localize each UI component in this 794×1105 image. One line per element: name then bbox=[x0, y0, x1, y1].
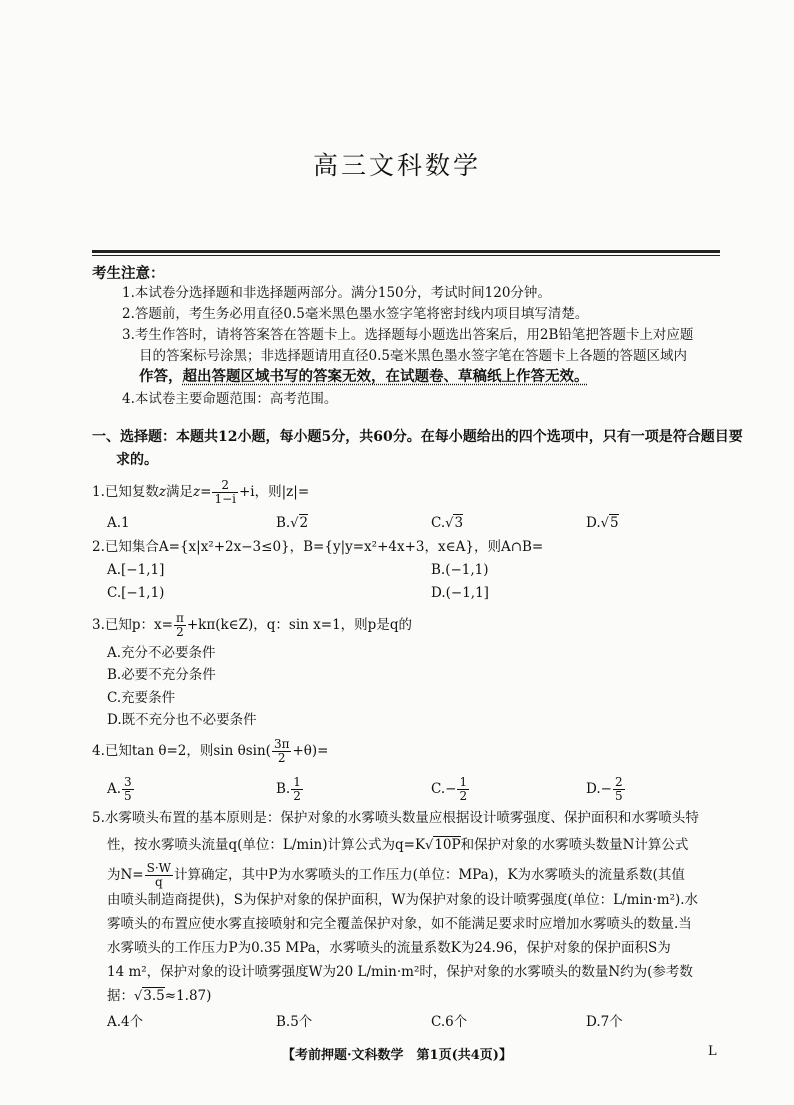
notice-heading: 考生注意： bbox=[92, 265, 165, 282]
q5-frac-num: S·W bbox=[146, 861, 171, 875]
q4-option-c-frac bbox=[457, 776, 469, 803]
q5-l8-a: 据： bbox=[107, 988, 134, 1004]
q4-option-b-den: 2 bbox=[293, 789, 301, 803]
q5-l2-radicand: 10P bbox=[434, 837, 461, 853]
q5-option-c: C.6个 bbox=[431, 1014, 468, 1030]
q3-option-d: D.既不充分也不必要条件 bbox=[107, 712, 257, 728]
section-heading: 一、选择题：本题共12小题，每小题5分，共60分。在每小题给出的四个选项中，只有一项是符合题目要 bbox=[92, 429, 743, 445]
q1-frac-den: 1−i bbox=[214, 492, 236, 506]
q5-l8-b: ≈1.87) bbox=[164, 988, 212, 1004]
q1-option-d: D.√5 bbox=[586, 515, 619, 531]
q5-frac-den: q bbox=[154, 875, 163, 889]
q1-prefix: 1.已知复数 bbox=[92, 484, 159, 500]
q5-l3-b: 计算确定，其中P为水雾喷头的工作压力(单位：MPa)，K为水雾喷头的流量系数(其值 bbox=[174, 867, 685, 883]
q4-option-c-den: 2 bbox=[459, 789, 468, 803]
q3-frac-den: 2 bbox=[176, 625, 184, 639]
page-footer: 【考前押题·文科数学 第1页(共4页)】 bbox=[282, 1048, 512, 1063]
footer-letter: L bbox=[708, 1044, 717, 1059]
q5-l8-radicand: 3.5 bbox=[143, 988, 165, 1004]
page-title: 高三文科数学 bbox=[312, 151, 481, 180]
q2-option-d: D.(−1,1] bbox=[431, 585, 489, 601]
q4-option-a-frac bbox=[122, 776, 134, 803]
q4-option-b-frac bbox=[291, 776, 303, 803]
q4-option-c-num: 1 bbox=[459, 775, 468, 789]
q4-option-d bbox=[586, 776, 626, 803]
q4-option-c bbox=[431, 776, 470, 803]
q1-option-c: C.√3 bbox=[431, 515, 464, 531]
question-5-line-8: 据：√3.5≈1.87) bbox=[107, 988, 212, 1004]
q2-option-a: A.[−1,1] bbox=[107, 562, 165, 578]
q1-eq: = bbox=[200, 484, 212, 500]
q4-option-c-sign: − bbox=[445, 781, 457, 797]
q5-option-b: B.5个 bbox=[276, 1014, 313, 1030]
q1-option-b-radicand: 2 bbox=[299, 515, 309, 531]
q3-option-c: C.充要条件 bbox=[107, 690, 176, 706]
q4-option-a-num: 3 bbox=[124, 775, 132, 789]
q4-tail: +θ)= bbox=[292, 743, 329, 759]
notice-item-4: 4.本试卷主要命题范围：高考范围。 bbox=[122, 391, 338, 407]
question-5-line-6: 水雾喷头的工作压力P为0.35 MPa，水雾喷头的流量系数K为24.96，保护对象的保护面积S为 bbox=[107, 940, 671, 956]
notice-item-2: 2.答题前，考生务必用直径0.5毫米黑色墨水签字笔将密封线内项目填写清楚。 bbox=[122, 306, 589, 322]
q4-option-b-num: 1 bbox=[293, 775, 301, 789]
notice-item-3-end bbox=[139, 367, 589, 387]
q1-option-b: B.√2 bbox=[276, 515, 309, 531]
q4-option-b bbox=[276, 776, 304, 803]
question-5-line-5: 雾喷头的布置应使水雾直接喷射和完全覆盖保护对象，如不能满足要求时应增加水雾喷头的数量.当 bbox=[107, 916, 692, 932]
q2-option-b: B.(−1,1) bbox=[431, 562, 489, 578]
q5-option-a: A.4个 bbox=[107, 1014, 144, 1030]
q4-option-d-sign: − bbox=[600, 781, 612, 797]
q3-tail: +kπ(k∈Z)，q：sin x=1，则p是q的 bbox=[186, 617, 412, 633]
header-rule-thin bbox=[92, 255, 720, 256]
q3-fraction bbox=[174, 612, 186, 639]
q4-option-d-den: 5 bbox=[614, 789, 623, 803]
question-2: 2.已知集合A={x|x²+2x−3≤0}，B={y|y=x²+4x+3，x∈A}，则A∩B= bbox=[92, 539, 544, 555]
question-5-line-1: 5.水雾喷头布置的基本原则是：保护对象的水雾喷头数量应根据设计喷雾强度、保护面积和水雾喷头特 bbox=[92, 810, 699, 826]
q3-option-a: A.充分不必要条件 bbox=[107, 645, 216, 661]
q4-frac-num: 3π bbox=[273, 737, 290, 751]
q4-fraction bbox=[272, 738, 292, 765]
question-5-line-3 bbox=[107, 862, 685, 889]
q4-option-c-label: C. bbox=[431, 781, 446, 797]
q4-option-b-label: B. bbox=[276, 781, 291, 797]
q5-l2-b: 和保护对象的水雾喷头数量N计算公式 bbox=[460, 837, 689, 853]
q4-option-d-label: D. bbox=[586, 781, 601, 797]
q4-option-d-frac bbox=[613, 776, 625, 803]
header-rule-thick bbox=[92, 250, 720, 253]
q5-l3-a: 为N= bbox=[107, 867, 144, 883]
question-5-line-4: 由喷头制造商提供)，S为保护对象的保护面积，W为保护对象的设计喷雾强度(单位：L/min·m²).水 bbox=[107, 892, 699, 908]
q1-fraction bbox=[212, 479, 238, 506]
q5-fraction bbox=[145, 862, 173, 889]
q1-z: z bbox=[158, 484, 167, 500]
q1-option-b-label: B. bbox=[276, 515, 291, 531]
q1-tail: +i，则|z|= bbox=[238, 484, 310, 500]
section-heading-cont: 求的。 bbox=[116, 452, 158, 468]
question-5-line-2: 性，按水雾喷头流量q(单位：L/min)计算公式为q=K√10P和保护对象的水雾喷头数量N计算公式 bbox=[107, 837, 689, 853]
q5-option-d: D.7个 bbox=[586, 1014, 623, 1030]
q3-prefix: 3.已知p：x= bbox=[92, 617, 173, 633]
notice-answer-label: 作答， bbox=[139, 369, 183, 385]
notice-item-1: 1.本试卷分选择题和非选择题两部分。满分150分，考试时间120分钟。 bbox=[122, 285, 551, 301]
notice-item-3: 3.考生作答时，请将答案答在答题卡上。选择题每小题选出答案后，用2B铅笔把答题卡上对应题 bbox=[122, 327, 694, 343]
q1-satisfies: 满足 bbox=[166, 484, 194, 500]
q4-option-a bbox=[107, 776, 135, 803]
notice-item-3-cont: 目的答案标号涂黑；非选择题请用直径0.5毫米黑色墨水签字笔在答题卡上各题的答题区域内 bbox=[139, 348, 687, 364]
q4-option-d-num: 2 bbox=[614, 775, 623, 789]
q4-prefix: 4.已知tan θ=2，则sin θsin( bbox=[92, 743, 271, 759]
question-5-line-7: 14 m²，保护对象的设计喷雾强度W为20 L/min·m²时，保护对象的水雾喷头的数量N约为(参考数 bbox=[107, 964, 693, 980]
q1-option-d-radicand: 5 bbox=[609, 515, 619, 531]
q2-option-c: C.[−1,1) bbox=[107, 585, 165, 601]
q4-frac-den: 2 bbox=[277, 751, 286, 765]
question-1 bbox=[92, 479, 309, 506]
q1-option-a: A.1 bbox=[107, 515, 130, 531]
q3-frac-num: π bbox=[175, 611, 184, 625]
q4-option-a-den: 5 bbox=[124, 789, 132, 803]
q1-option-c-radicand: 3 bbox=[454, 515, 464, 531]
q3-option-b: B.必要不充分条件 bbox=[107, 667, 216, 683]
q5-l2-a: 性，按水雾喷头流量q(单位：L/min)计算公式为q=K bbox=[107, 837, 426, 853]
question-3 bbox=[92, 612, 412, 639]
q1-frac-num: 2 bbox=[212, 479, 238, 493]
q4-option-a-label: A. bbox=[107, 781, 122, 797]
q1-option-d-label: D. bbox=[586, 515, 601, 531]
notice-warning: 超出答题区域书写的答案无效，在试题卷、草稿纸上作答无效。 bbox=[182, 369, 589, 385]
question-4 bbox=[92, 738, 329, 765]
q1-z-again: z bbox=[193, 484, 201, 500]
q1-option-c-label: C. bbox=[431, 515, 446, 531]
